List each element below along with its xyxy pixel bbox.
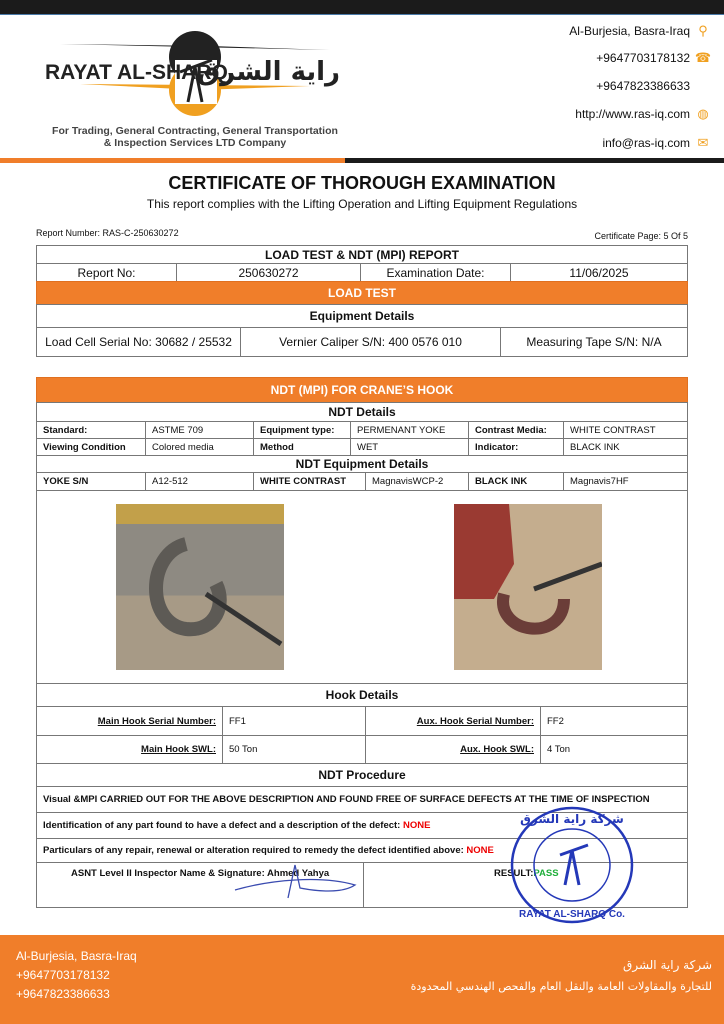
logo-text-en: RAYAT AL-SHARQ xyxy=(45,61,228,84)
footer-phone-1: +9647703178132 xyxy=(16,968,110,982)
main-hook-serial-label: Main Hook Serial Number: xyxy=(36,706,223,736)
load-report-title: LOAD TEST & NDT (MPI) REPORT xyxy=(36,245,688,264)
company-stamp xyxy=(510,805,635,925)
repair-particulars-label: Particulars of any repair, renewal or alteration required to remedy the defect identified above: xyxy=(43,845,464,856)
company-logo xyxy=(40,22,350,147)
white-contrast-value: MagnavisWCP-2 xyxy=(365,472,469,491)
contrast-media-value: WHITE CONTRAST xyxy=(563,421,688,439)
footer-contact xyxy=(16,947,137,1004)
location-pin-icon: ⚲ xyxy=(698,23,708,38)
aux-hook-serial-value: FF2 xyxy=(540,706,688,736)
main-hook-swl-label: Main Hook SWL: xyxy=(36,735,223,764)
top-bar xyxy=(0,0,724,15)
exam-date-value: 11/06/2025 xyxy=(510,263,688,282)
page-subtitle: This report complies with the Lifting Operation and Lifting Equipment Regulations xyxy=(146,197,578,211)
divider-dark xyxy=(345,158,724,163)
result-value: PASS xyxy=(533,868,559,879)
footer-phone-2: +9647823386633 xyxy=(16,987,110,1001)
report-no-value: 250630272 xyxy=(176,263,361,282)
contact-website[interactable] xyxy=(575,107,710,121)
equipment-details-header: Equipment Details xyxy=(36,304,688,328)
inspector-signature: ASNT Level II Inspector Name & Signature: Ahmed Yahya xyxy=(36,862,364,908)
contact-phone-1 xyxy=(596,51,710,65)
ndt-procedure-header: NDT Procedure xyxy=(36,763,688,787)
indicator-label: Indicator: xyxy=(468,438,564,456)
phone-1-text: +9647703178132 xyxy=(596,51,690,65)
contrast-media-label: Contrast Media: xyxy=(468,421,564,439)
load-cell-serial: Load Cell Serial No: 30682 / 25532 xyxy=(36,327,241,357)
stamp-text-en: RAYAT AL-SHARQ Co. xyxy=(519,909,625,920)
exam-date-label: Examination Date: xyxy=(360,263,511,282)
certificate-page: Certificate Page: 5 Of 5 xyxy=(594,231,688,241)
aux-hook-swl-value: 4 Ton xyxy=(540,735,688,764)
indicator-value: BLACK INK xyxy=(563,438,688,456)
main-hook-swl-value: 50 Ton xyxy=(222,735,366,764)
defect-identification-value: NONE xyxy=(402,820,431,831)
method-value: WET xyxy=(350,438,469,456)
aux-hook-swl-label: Aux. Hook SWL: xyxy=(365,735,541,764)
aux-hook-serial-label: Aux. Hook Serial Number: xyxy=(365,706,541,736)
load-test-header: LOAD TEST xyxy=(36,281,688,305)
yoke-value: A12-512 xyxy=(145,472,254,491)
black-ink-value: Magnavis7HF xyxy=(563,472,688,491)
ndt-details-header: NDT Details xyxy=(36,402,688,422)
footer-arabic-tagline: للتجارة والمقاولات العامة والنقل العام والفحص الهندسي المحدودة xyxy=(410,980,712,993)
repair-particulars-value: NONE xyxy=(466,845,494,856)
ndt-equipment-header: NDT Equipment Details xyxy=(36,455,688,473)
viewing-condition-value: Colored media xyxy=(145,438,254,456)
email-link[interactable]: info@ras-iq.com xyxy=(602,136,690,150)
main-hook-serial-value: FF1 xyxy=(222,706,366,736)
yoke-label: YOKE S/N xyxy=(36,472,146,491)
standard-label: Standard: xyxy=(36,421,146,439)
contact-address xyxy=(569,24,710,38)
result-label: RESULT: xyxy=(494,868,534,879)
page-title: CERTIFICATE OF THOROUGH EXAMINATION xyxy=(168,173,556,193)
measuring-tape-serial: Measuring Tape S/N: N/A xyxy=(500,327,688,357)
tagline-2: & Inspection Services LTD Company xyxy=(103,137,287,149)
contact-email[interactable] xyxy=(602,136,710,150)
vernier-caliper-serial: Vernier Caliper S/N: 400 0576 010 xyxy=(240,327,501,357)
footer-address: Al-Burjesia, Basra-Iraq xyxy=(16,949,137,963)
tagline-1: For Trading, General Contracting, General Transportation xyxy=(52,125,338,137)
equipment-type-label: Equipment type: xyxy=(253,421,351,439)
footer-arabic xyxy=(411,955,712,997)
hook-details-header: Hook Details xyxy=(36,683,688,707)
visual-mpi-statement: Visual &MPI CARRIED OUT FOR THE ABOVE DESCRIPTION AND FOUND FREE OF SURFACE DEFECTS AT THE TIME OF INSPECTION xyxy=(36,786,688,813)
ndt-header: NDT (MPI) FOR CRANE’S HOOK xyxy=(36,377,688,403)
white-contrast-label: WHITE CONTRAST xyxy=(253,472,366,491)
defect-identification-label: Identification of any part found to have a defect and a description of the defect: xyxy=(43,820,401,831)
footer-arabic-name: شركة راية الشرق xyxy=(623,958,712,972)
equipment-type-value: PERMENANT YOKE xyxy=(350,421,469,439)
logo-text-ar: راية الشرق xyxy=(196,57,340,87)
footer xyxy=(0,935,724,1024)
website-link[interactable]: http://www.ras-iq.com xyxy=(575,107,690,121)
report-no-label: Report No: xyxy=(36,263,177,282)
viewing-condition-label: Viewing Condition xyxy=(36,438,146,456)
contact-phone-2 xyxy=(596,79,690,93)
stamp-text-ar: شركة راية الشرق xyxy=(520,812,624,826)
hook-photo-1 xyxy=(116,504,284,670)
divider-orange xyxy=(0,158,345,163)
black-ink-label: BLACK INK xyxy=(468,472,564,491)
envelope-icon: ✉ xyxy=(697,135,709,150)
report-number: Report Number: RAS-C-250630272 xyxy=(36,228,179,238)
address-text: Al-Burjesia, Basra-Iraq xyxy=(569,24,690,38)
standard-value: ASTME 709 xyxy=(145,421,254,439)
hook-photo-2 xyxy=(454,504,602,670)
phone-2-text: +9647823386633 xyxy=(596,79,690,93)
telephone-icon: ☎ xyxy=(694,50,712,65)
method-label: Method xyxy=(253,438,351,456)
signature-scribble xyxy=(230,860,360,900)
globe-icon: ◍ xyxy=(697,106,709,121)
